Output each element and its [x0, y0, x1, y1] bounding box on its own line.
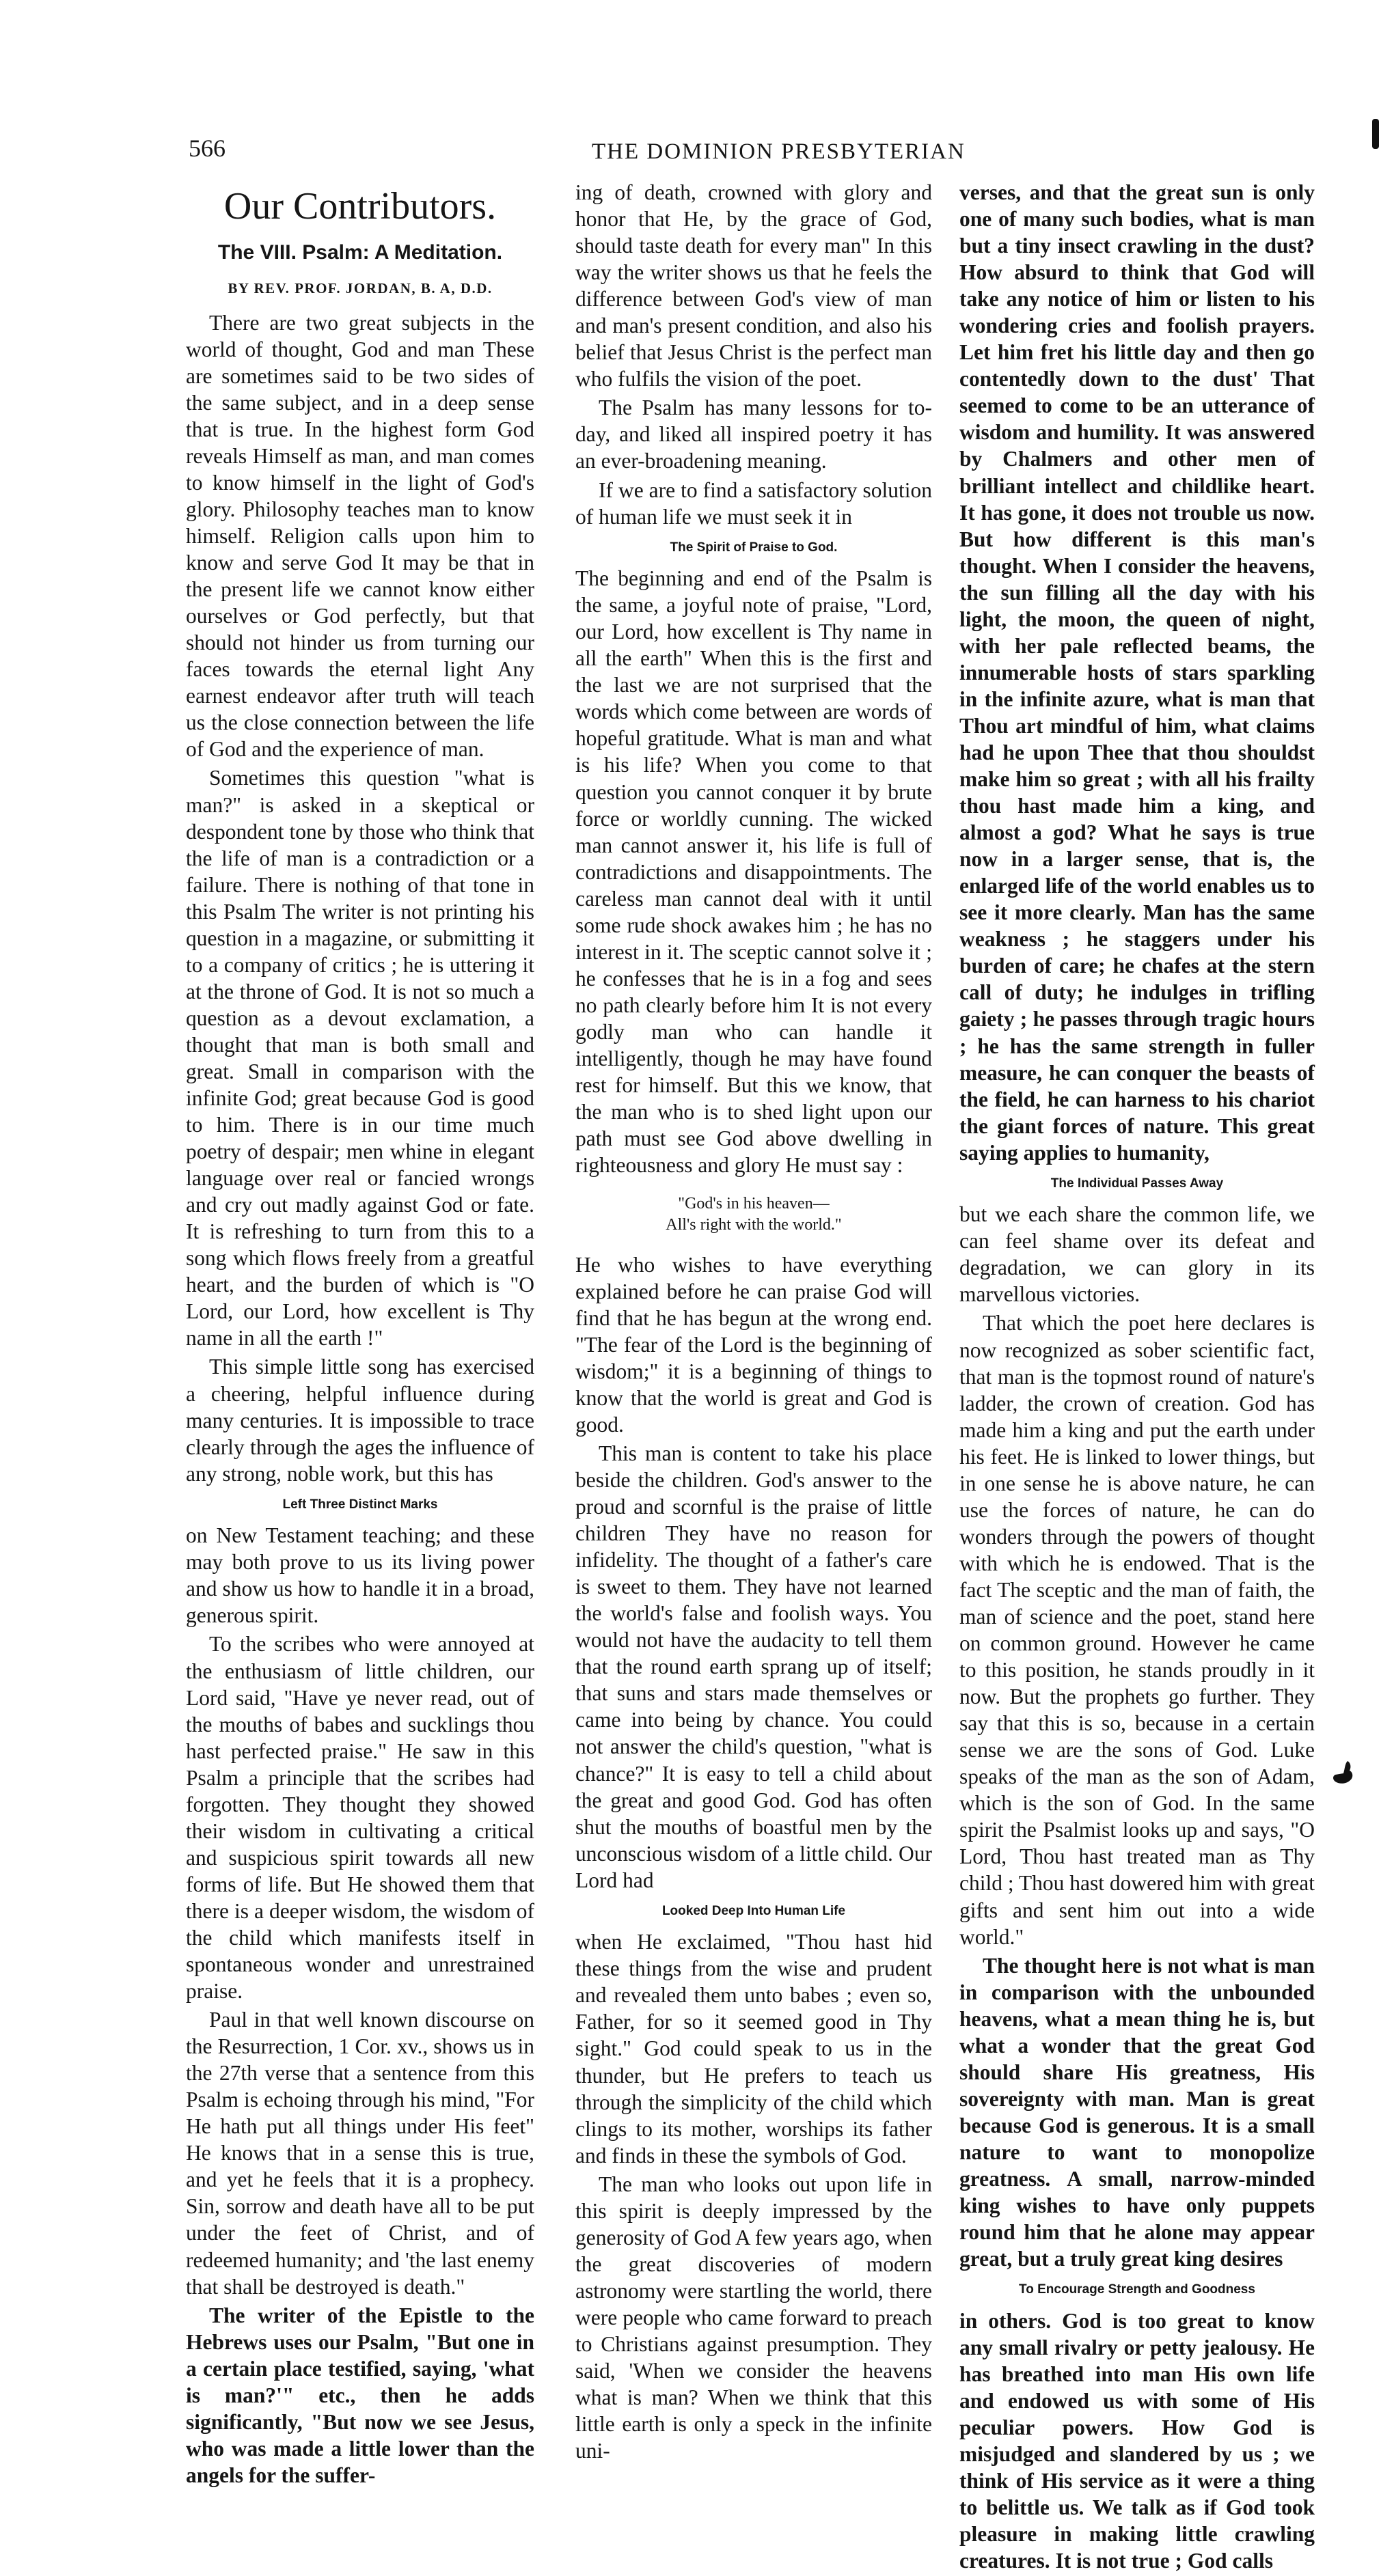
- paragraph: The beginning and end of the Psalm is the same, a joyful note of praise, "Lord, our Lord, how excellent is Thy name in all the earth" When this is the first and the last we are not surprised that the words which come between are words of hopeful gratitude. What is man and what is his life? When you come to that question you cannot conquer it by brute force or worldly cunning. The wicked man cannot answer it, his life is full of contradictions and disappointments. The careless man cannot deal with it until some rude shock awakes him ; he has no interest in it. The sceptic cannot solve it ; he confesses that he is in a fog and sees no path clearly before him It is not every godly man who can handle it intelligently, though he may have found rest for himself. But this we know, that the man who is to shed light upon our path must see God above dwelling in righteousness and glory He must say :: [575, 566, 932, 1178]
- page-edge-mark: [1372, 119, 1379, 149]
- paragraph: The writer of the Epistle to the Hebrews uses our Psalm, "But one in a certain place testified, saying, 'what is man?'" etc., then he adds significantly, "But now we see Jesus, who was made a little lower than the angels for the suffer-: [186, 2303, 534, 2487]
- paragraph: verses, and that the great sun is only one of many such bodies, what is man but a tiny insect crawling in the dust? How absurd to think that God will take any notice of him or listen to his wondering cries and foolish prayers. Let him fret his little day and then go contentedly down to the dust' That seemed to come to be an utterance of wisdom and humility. It was answered by Chalmers and other men of brilliant intellect and childlike heart. It has gone, it does not trouble us now. But how different is this man's thought. When I consider the heavens, the sun filling all the day with his light, the moon, the queen of night, with her pale reflected beams, the innumerable hosts of stars sparkling in the infinite azure, what is man that Thou art mindful of him, what claims had he upon Thee that thou shouldst make him so great ; with all his frailty thou hast made him a king, and almost a god? What he says is true now in a larger sense, that is, the enlarged life of the world enables us to see it more clearly. Man has the same weakness ; he staggers under his burden of care; he chafes at the stern call of duty; he indulges in trifling gaiety ; he passes through tragic hours ; he has the same strength in fuller measure, he can conquer the beasts of the field, he can harness to his chariot the giant forces of nature. This great saying applies to humanity,: [959, 180, 1315, 1165]
- article-title: The VIII. Psalm: A Meditation.: [217, 241, 503, 264]
- paragraph: The man who looks out upon life in this spirit is deeply impressed by the generosity of God A few years ago, when the great discoveries of modern astronomy were startling the world, there were people who came forward to preach to Christians against presumption. They said, 'When we consider the heavens what is man? When we think that this little earth is only a speck in the infinite uni-: [575, 2172, 932, 2463]
- column-3: [959, 179, 1315, 2576]
- running-head: THE DOMINION PRESBYTERIAN: [592, 139, 966, 164]
- subheading: Left Three Distinct Marks: [282, 1497, 438, 1512]
- pointing-hand-icon: [1327, 1757, 1357, 1787]
- column-2: [575, 179, 932, 2466]
- subheading: To Encourage Strength and Goodness: [1019, 2282, 1255, 2297]
- paragraph: Sometimes this question "what is man?" is asked in a skeptical or despondent tone by those who think that the life of man is a contradiction or a failure. There is nothing of that tone in this Psalm The writer is not printing his question in a magazine, or submitting it to a company of critics ; he is uttering it at the throne of God. It is not so much a question as a devout exclamation, a thought that man is both small and great. Small in comparison with the infinite God; great because God is good to him. There is in our time much poetry of despair; men whine in elegant language over real or fancied wrongs and cry out madly against God or fate. It is refreshing to turn from this to a song which flows freely from a greatful heart, and the burden of which is "O Lord, our Lord, how excellent is Thy name in all the earth !": [186, 766, 534, 1351]
- subheading: The Individual Passes Away: [1050, 1176, 1224, 1191]
- paragraph: The Psalm has many lessons for to-day, and liked all inspired poetry it has an ever-broadening meaning.: [575, 396, 932, 473]
- paragraph: Paul in that well known discourse on the Resurrection, 1 Cor. xv., shows us in the 27th verse that a sentence from this Psalm is echoing through his mind, "For He hath put all things under His feet" He knows that in a sense this is true, and yet he feels that it is a prophecy. Sin, sorrow and death have all to be put under the feet of Christ, and of redeemed humanity; and 'the last enemy that shall be destroyed is death.": [186, 2008, 534, 2299]
- subheading: The Spirit of Praise to God.: [670, 540, 838, 555]
- paragraph: This man is content to take his place beside the children. God's answer to the proud and scornful is the praise of little children They have no reason for infidelity. The thought of a father's care is sweet to them. They have not learned the world's false and foolish ways. You would not have the audacity to tell them that the round earth sprang up of itself; that suns and stars made themselves or came into being by chance. You could not answer the child's question, "what is chance?" It is easy to tell a child about the great and good God. God has often shut the mouths of boastful men by the unconscious wisdom of a little child. Our Lord had: [575, 1441, 932, 1892]
- paragraph: This simple little song has exercised a cheering, helpful influence during many centuries. It is impossible to trace clearly through the ages the influence of any strong, noble work, but this has: [186, 1355, 534, 1486]
- paragraph: in others. God is too great to know any small rivalry or petty jealousy. He has breathed into man His own life and endowed us with some of His peculiar powers. How God is misjudged and slandered by us ; we think of His service as it were a thing to belittle us. We talk as if God took pleasure in making little crawling creatures. It is not true ; God calls: [959, 2308, 1315, 2573]
- paragraph: If we are to find a satisfactory solution of human life we must seek it in: [575, 477, 932, 529]
- paragraph: That which the poet here declares is now recognized as sober scientific fact, that man is the topmost round of nature's ladder, the crown of creation. God has made him a king and put the earth under his feet. He is linked to lower things, but in one sense he is above nature, he can use the forces of nature, he can do wonders through the powers of thought with which he is endowed. That is the fact The sceptic and the man of faith, the man of science and the poet, stand here on common ground. However he came to this position, he stands proudly in it now. But the prophets go further. They say that this is so, because in a certain sense we are the sons of God. Luke speaks of the man as the son of Adam, which is the son of God. In the same spirit the Psalmist looks up and says, "O Lord, Thou hast treated man as Thy child ; Thou hast dowered him with great gifts and sent him out into a wide world.": [959, 1311, 1315, 1949]
- subheading: Looked Deep Into Human Life: [661, 1903, 846, 1918]
- paragraph: on New Testament teaching; and these may both prove to us its living power and show us how to handle it in a broad, generous spirit.: [186, 1523, 534, 1628]
- section-title: Our Contributors.: [223, 185, 497, 227]
- verse-quote: [575, 1193, 932, 1236]
- article-byline: BY REV. PROF. JORDAN, B. A, D.D.: [228, 279, 493, 296]
- paragraph: To the scribes who were annoyed at the enthusiasm of little children, our Lord said, "Have ye never read, out of the mouths of babes and sucklings thou hast perfected praise." He saw in this Psalm a principle that the scribes had forgotten. They thought they showed their wisdom in cultivating a critical and suspicious spirit towards all new forms of life. But He showed them that there is a deeper wisdom, the wisdom of the child which manifests itself in spontaneous wonder and unrestrained praise.: [186, 1632, 534, 2004]
- paragraph: ing of death, crowned with glory and honor that He, by the grace of God, should taste death for every man" In this way the writer shows us that he feels the difference between God's view of man and man's present condition, and also his belief that Jesus Christ is the perfect man who fulfils the vision of the poet.: [575, 180, 932, 391]
- paragraph: He who wishes to have everything explained before he can praise God will find that he has begun at the wrong end. "The fear of the Lord is the beginning of wisdom;" it is a beginning of things to know that the world is great and God is good.: [575, 1252, 932, 1437]
- column-1: [186, 179, 534, 2491]
- paragraph: when He exclaimed, "Thou hast hid these things from the wise and prudent and revealed them unto babes ; even so, Father, for so it seemed good in Thy sight." God could speak to us in the thunder, but He prefers to teach us through the simplicity of the child which clings to its mother, worships its father and finds in these the symbols of God.: [575, 1930, 932, 2168]
- paragraph: There are two great subjects in the world of thought, God and man These are sometimes said to be two sides of the same subject, and in a deep sense that is true. In the highest form God reveals Himself as man, and man comes to know himself in the light of God's glory. Philosophy teaches man to know himself. Religion calls upon him to know and serve God It may be that in the present life we cannot know either ourselves or God perfectly, but that should not hinder us from turning our faces towards the eternal light Any earnest endeavor after truth will teach us the close connection between the life of God and the experience of man.: [186, 310, 534, 762]
- verse-line: "God's in his heaven—: [678, 1195, 830, 1213]
- paragraph: The thought here is not what is man in comparison with the unbounded heavens, what a mean thing he is, but what a wonder that the great God should share His greatness, His sovereignty with man. Man is great because God is generous. It is a small nature to want to monopolize greatness. A small, narrow-minded king wishes to have only puppets round him that he alone may appear great, but a truly great king desires: [959, 1953, 1315, 2271]
- verse-line: All's right with the world.": [666, 1216, 842, 1234]
- page-number: 566: [189, 135, 226, 162]
- paragraph: but we each share the common life, we can feel shame over its defeat and degradation, we can glory in its marvellous victories.: [959, 1202, 1315, 1307]
